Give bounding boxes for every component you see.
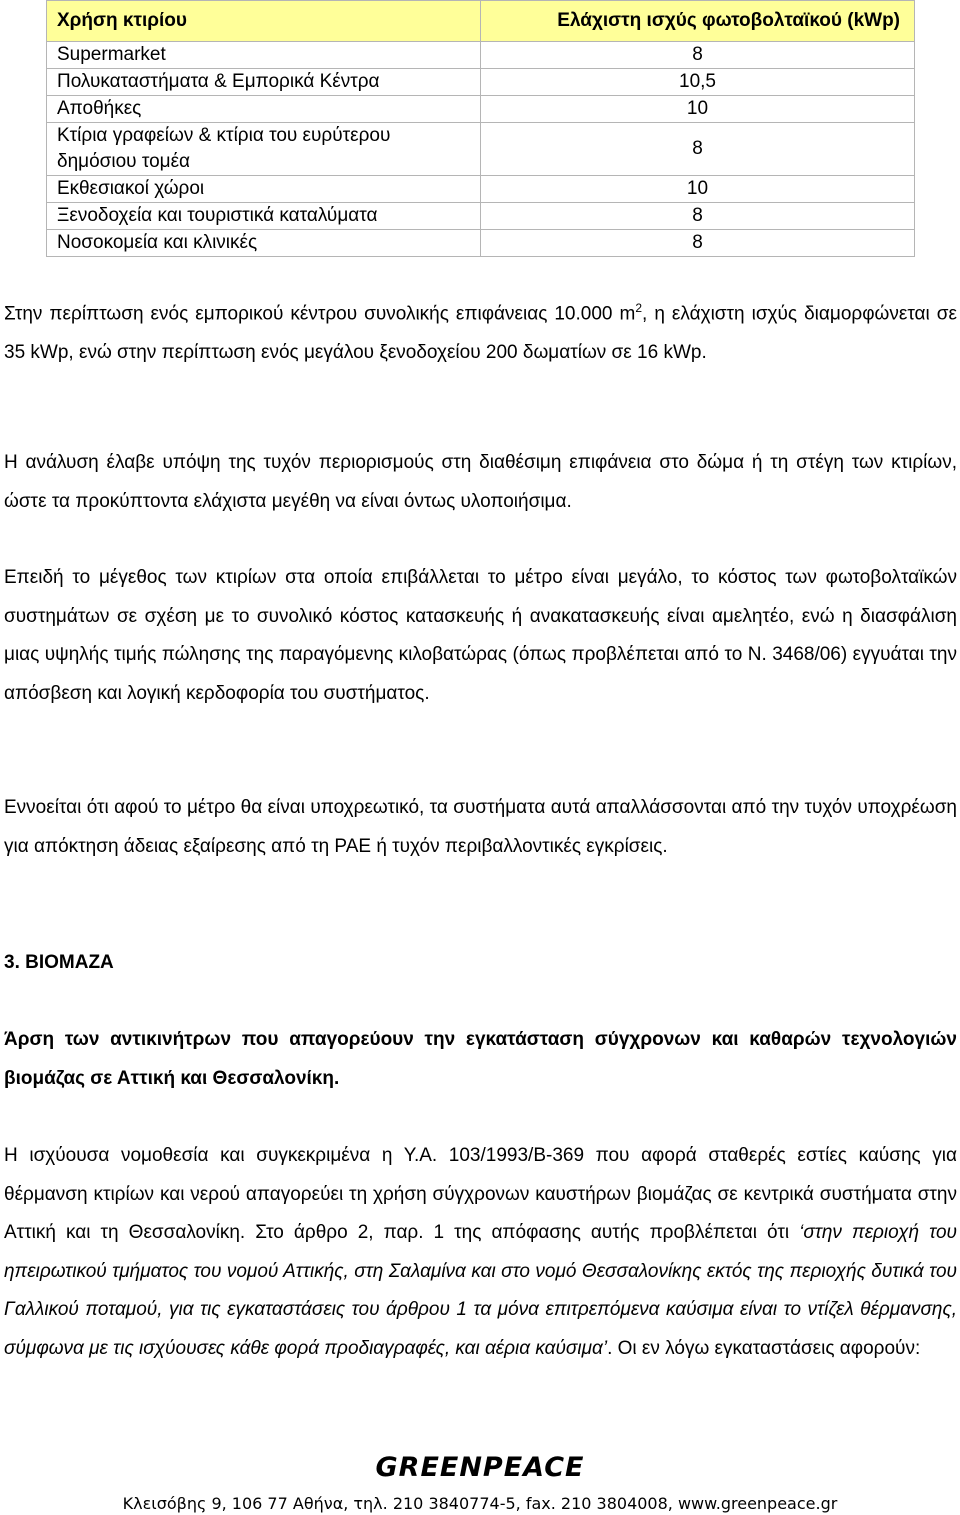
row-use: Πολυκαταστήματα & Εμπορικά Κέντρα	[47, 69, 481, 96]
table-row	[47, 69, 915, 96]
row-value: 10	[481, 96, 915, 123]
paragraph-shopping-center	[4, 289, 957, 372]
paragraph-text: . Οι εν λόγω εγκαταστάσεις αφορούν:	[607, 1337, 921, 1359]
table-row	[47, 203, 915, 230]
bold-heading: Άρση των αντικινήτρων που απαγορεύουν την εγκατάσταση σύγχρονων και καθαρών τεχνολογιών βιομάζας σε Αττική και Θεσσαλονίκη.	[4, 1029, 957, 1089]
paragraph-legislation	[4, 1137, 957, 1368]
quoted-text: ‘στην περιοχή του ηπειρωτικού τμήματος του νομού Αττικής, στη Σαλαμίνα και στο νομό Θεσσαλονίκης εκτός της περιοχής δυτικά του Γαλλικού ποταμού, για τις εγκαταστάσεις του άρθρου 1 τα μόνα επιτρεπόμενα καύσιμα είναι το ντίζελ θέρμανσης, σύμφωνα με τις ισχύουσες κάθε φορά προδιαγραφές, και αέρια καύσιμα’	[4, 1222, 957, 1359]
paragraph-obligation: Εννοείται ότι αφού το μέτρο θα είναι υποχρεωτικό, τα συστήματα αυτά απαλλάσσονται από την τυχόν υποχρέωση για απόκτηση άδειας εξαίρεσης από τη ΡΑΕ ή τυχόν περιβαλλοντικές εγκρίσεις.	[4, 797, 957, 857]
table-header-row	[47, 1, 915, 42]
table-row	[47, 176, 915, 203]
logo-text: GREENPEACE	[375, 1452, 585, 1483]
row-value: 8	[481, 123, 915, 176]
row-use: Αποθήκες	[47, 96, 481, 123]
row-value: 10	[481, 176, 915, 203]
row-use: Νοσοκομεία και κλινικές	[47, 230, 481, 257]
min-power-table	[46, 0, 915, 257]
table-row	[47, 42, 915, 69]
header-min-power: Ελάχιστη ισχύς φωτοβολταϊκού (kWp)	[481, 1, 915, 42]
paragraph-text: Η ισχύουσα νομοθεσία και συγκεκριμένα η Υ.Α. 103/1993/Β-369 που αφορά σταθερές εστίες καύσης για θέρμανση κτιρίων και νερού απαγορεύει τη χρήση σύγχρονων καυστήρων βιομάζας σε κεντρικά συστήματα στην Αττική και τη Θεσσαλονίκη. Στο άρθρο 2, παρ. 1 της απόφασης αυτής προβλέπεται ότι	[4, 1145, 957, 1243]
row-use: Κτίρια γραφείων & κτίρια του ευρύτερου δημόσιου τομέα	[47, 123, 481, 176]
row-use: Ξενοδοχεία και τουριστικά καταλύματα	[47, 203, 481, 230]
row-value: 8	[481, 230, 915, 257]
table-row	[47, 96, 915, 123]
paragraph-text: , η ελάχιστη ισχύς διαμορφώνεται σε 35 kWp, ενώ στην περίπτωση ενός μεγάλου ξενοδοχείου 200 δωματίων σε 16 kWp.	[4, 303, 957, 363]
paragraph-analysis: Η ανάλυση έλαβε υπόψη της τυχόν περιορισμούς στη διαθέσιμη επιφάνεια στο δώμα ή τη στέγη των κτιρίων, ώστε τα προκύπτοντα ελάχιστα μεγέθη να είναι όντως υλοποιήσιμα.	[4, 452, 957, 512]
section-title: 3. ΒΙΟΜΑΖΑ	[4, 952, 114, 973]
greenpeace-logo	[0, 1452, 960, 1483]
footer-address: Κλεισόβης 9, 106 77 Αθήνα, τηλ. 210 3840774-5, fax. 210 3804008, www.greenpeace.gr	[122, 1494, 838, 1513]
row-value: 8	[481, 203, 915, 230]
row-value: 8	[481, 42, 915, 69]
superscript: 2	[635, 301, 643, 315]
paragraph-text: Στην περίπτωση ενός εμπορικού κέντρου συνολικής επιφάνειας 10.000 m	[4, 303, 636, 325]
row-use: Εκθεσιακοί χώροι	[47, 176, 481, 203]
row-use: Supermarket	[47, 42, 481, 69]
table-row	[47, 123, 915, 176]
header-building-use: Χρήση κτιρίου	[47, 1, 481, 42]
paragraph-cost: Επειδή το μέγεθος των κτιρίων στα οποία επιβάλλεται το μέτρο είναι μεγάλο, το κόστος των φωτοβολταϊκών συστημάτων σε σχέση με το συνολικό κόστος κατασκευής ή ανακατασκευής είναι αμελητέο, ενώ η διασφάλιση μιας υψηλής τιμής πώλησης της παραγόμενης κιλοβατώρας (όπως προβλέπεται από το Ν. 3468/06) εγγυάται την απόσβεση και λογική κερδοφορία του συστήματος.	[4, 567, 957, 704]
row-value: 10,5	[481, 69, 915, 96]
table-row	[47, 230, 915, 257]
